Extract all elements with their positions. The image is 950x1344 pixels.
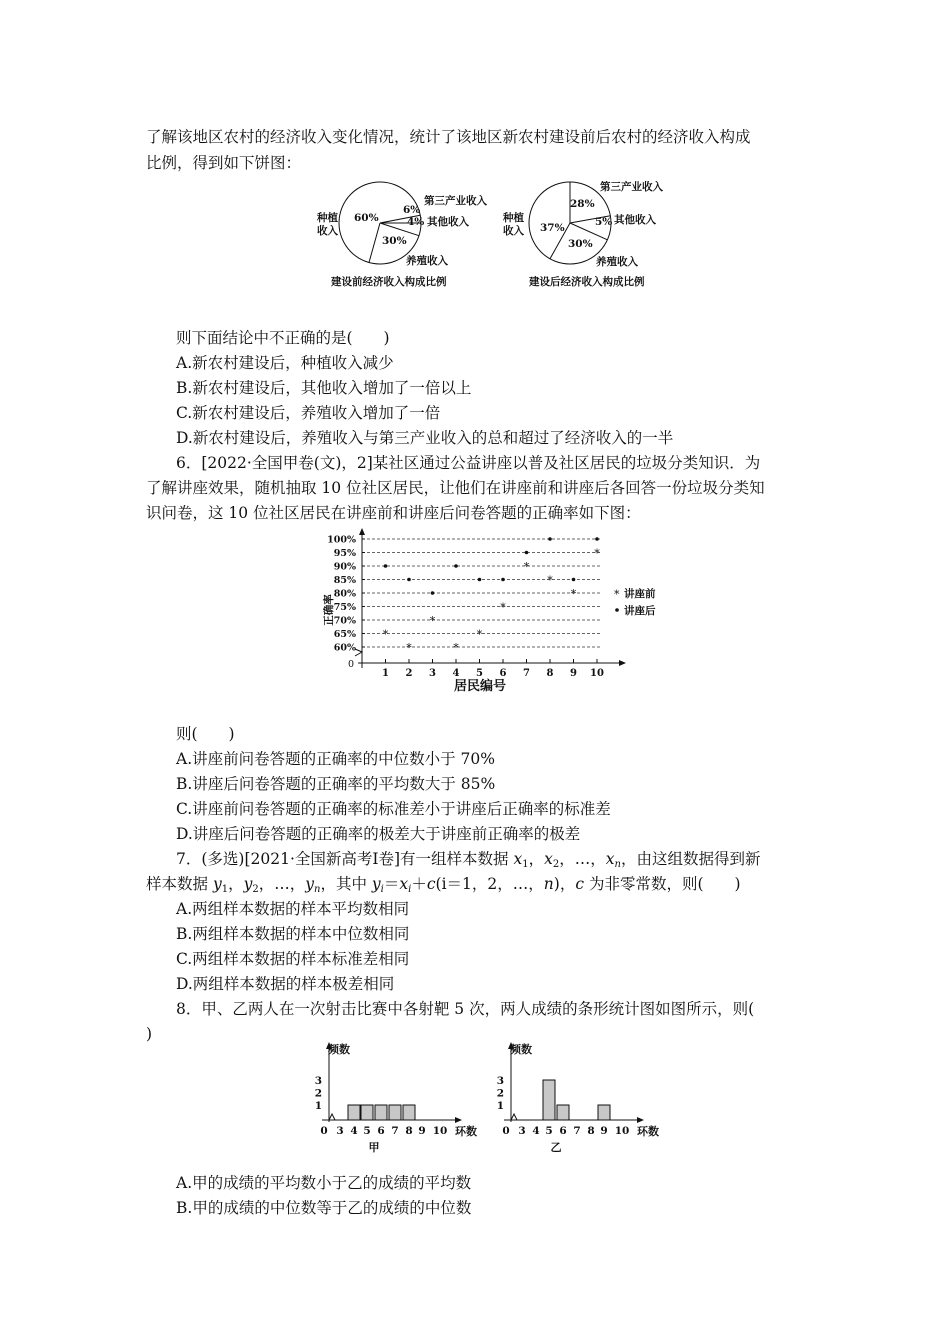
pie-after-label-breeding: 养殖收入	[596, 256, 638, 268]
bar-x-tick-label: 0	[320, 1125, 328, 1137]
scatter-legend-before: 讲座前	[624, 588, 656, 600]
scatter-x-tick-label: 6	[499, 668, 507, 679]
scatter-x-label: 居民编号	[453, 679, 507, 694]
bar	[375, 1105, 387, 1120]
scatter-y-tick-label: 100%	[327, 534, 356, 546]
bar-x-tick-label: 10	[614, 1125, 630, 1137]
bar-y-tick-label: 3	[496, 1075, 504, 1087]
scatter-y-tick-label: 0	[347, 659, 354, 670]
bar-x-tick-label: 9	[600, 1125, 608, 1137]
bar-x-tick-label: 4	[532, 1125, 540, 1137]
scatter-point-after	[572, 578, 576, 582]
q7-option-d: D.两组样本数据的样本极差相同	[176, 975, 395, 993]
bar-x-label: 环数	[455, 1125, 477, 1138]
bar-y-tick-label: 1	[496, 1100, 504, 1112]
pie-after-value-other: 5%	[595, 216, 613, 228]
q5-option-a: A.新农村建设后，种植收入减少	[176, 354, 394, 372]
scatter-point-before: *	[523, 560, 530, 574]
q5-option-b: B.新农村建设后，其他收入增加了一倍以上	[176, 379, 472, 397]
scatter-chart	[310, 528, 690, 698]
scatter-legend-marker-before: *	[614, 588, 620, 601]
scatter-y-tick-label: 95%	[333, 548, 356, 559]
bar	[361, 1105, 373, 1120]
pie-before-value-breeding: 30%	[382, 235, 407, 247]
scatter-point-before: *	[406, 641, 412, 655]
pie-before-value-planting: 60%	[354, 212, 379, 224]
scatter-legend-marker-after	[615, 608, 619, 612]
bar-axis-break	[329, 1114, 335, 1120]
bar-y-tick-label: 3	[314, 1075, 322, 1087]
bar-x-tick-label: 9	[418, 1125, 426, 1137]
bar-y-tick-label: 1	[314, 1100, 322, 1112]
q7-option-a: A.两组样本数据的样本平均数相同	[176, 900, 410, 918]
scatter-point-after	[407, 578, 411, 582]
scatter-point-before: *	[547, 574, 553, 587]
pie-before-label-breeding: 养殖收入	[406, 255, 448, 267]
pie-after-label-planting: 收入	[503, 225, 524, 237]
pie-before-slice-line	[369, 223, 380, 263]
q8-line-1: 8．甲、乙两人在一次射击比赛中各射靶 5 次，两人成绩的条形统计图如图所示，则(	[176, 1000, 755, 1018]
scatter-point-after	[454, 564, 458, 568]
bar-axis-break	[511, 1114, 517, 1120]
pie-before	[316, 182, 487, 288]
scatter-point-before: *	[429, 614, 436, 628]
scatter-x-tick-label: 8	[546, 668, 554, 679]
scatter-x-tick-label: 3	[429, 668, 436, 679]
bar-x-tick-label: 3	[336, 1125, 344, 1137]
scatter-axis-break	[355, 649, 362, 656]
bar-x-tick-label: 4	[350, 1125, 358, 1137]
bar-x-tick-label: 3	[518, 1125, 526, 1137]
bar-x-tick-label: 8	[587, 1125, 595, 1137]
pie-before-label-planting: 种植	[317, 212, 338, 224]
scatter-point-before: *	[382, 628, 389, 641]
bar-x-tick-label: 7	[573, 1125, 581, 1137]
scatter-y-tick-label: 75%	[333, 602, 356, 613]
q5-option-c: C.新农村建设后，养殖收入增加了一倍	[176, 404, 441, 422]
scatter-x-tick-label: 9	[570, 668, 577, 679]
scatter-x-arrow	[619, 660, 626, 666]
scatter-x-tick-label: 4	[452, 668, 460, 679]
pie-before-title: 建设前经济收入构成比例	[331, 276, 447, 288]
q7-option-c: C.两组样本数据的样本标准差相同	[176, 950, 410, 968]
bar	[348, 1105, 360, 1120]
q6-option-b: B.讲座后问卷答题的正确率的平均数大于 85%	[176, 775, 496, 793]
pie-before-label-planting: 收入	[317, 225, 338, 237]
scatter-y-tick-label: 65%	[333, 629, 356, 640]
bar-y-tick-label: 2	[496, 1087, 504, 1100]
pie-before-value-tertiary: 6%	[403, 204, 421, 216]
bar-y-label: 频数	[510, 1043, 532, 1056]
scatter-point-after	[548, 537, 552, 541]
scatter-x-tick-label: 1	[382, 668, 389, 679]
q6-stem: 则( )	[176, 725, 235, 743]
scatter-legend-after: 讲座后	[624, 605, 656, 617]
scatter-x-tick-label: 5	[476, 668, 483, 679]
pie-after-label-planting: 种植	[503, 212, 524, 224]
scatter-y-tick-label: 60%	[333, 642, 356, 654]
scatter-point-after	[431, 591, 435, 595]
q5-option-d: D.新农村建设后，养殖收入与第三产业收入的总和超过了经济收入的一半	[176, 429, 674, 447]
scatter-point-after	[595, 537, 599, 541]
q6-option-a: A.讲座前问卷答题的正确率的中位数小于 70%	[176, 750, 496, 768]
scatter-point-after	[384, 564, 388, 568]
bar	[403, 1105, 415, 1120]
scatter-point-after	[525, 551, 529, 555]
bar-x-tick-label: 10	[432, 1125, 448, 1137]
scatter-point-before: *	[594, 547, 600, 560]
q6-line-3: 识问卷，这 10 位社区居民在讲座前和讲座后问卷答题的正确率如下图：	[146, 504, 641, 522]
q5-stem: 则下面结论中不正确的是( )	[176, 329, 390, 347]
bar-x-tick-label: 5	[363, 1125, 371, 1137]
q6-option-d: D.讲座后问卷答题的正确率的极差大于讲座前正确率的极差	[176, 825, 581, 843]
bar-y-label: 频数	[328, 1043, 350, 1056]
bar-x-arrow	[455, 1117, 462, 1123]
bar	[557, 1105, 569, 1120]
scatter-point-before: *	[500, 601, 506, 614]
pie-after	[502, 180, 663, 288]
pie-charts	[300, 175, 720, 300]
scatter-point-before: *	[476, 628, 483, 641]
bar	[598, 1105, 610, 1120]
pie-before-value-other: 4%	[407, 216, 425, 228]
bar-chart-title: 乙	[550, 1141, 562, 1154]
scatter-y-tick-label: 90%	[333, 561, 356, 573]
bar-x-label: 环数	[637, 1125, 659, 1138]
q7-line-2: 样本数据 $y_1$，$y_2$，…，$y_n$，其中 $y_i=x_i+c(i=1$，2，…，n)，c 为非零常数，则( )	[146, 875, 741, 895]
intro-line-2: 比例，得到如下饼图：	[146, 154, 302, 172]
bar-chart-title: 甲	[368, 1141, 380, 1154]
bar	[389, 1105, 401, 1120]
pie-after-title: 建设后经济收入构成比例	[529, 276, 645, 288]
pie-after-label-tertiary: 第三产业收入	[600, 181, 663, 193]
bar-x-arrow	[637, 1117, 644, 1123]
q6-line-2: 了解讲座效果，随机抽取 10 位社区居民，让他们在讲座前和讲座后各回答一份垃圾分类知	[146, 479, 765, 497]
pie-after-value-breeding: 30%	[568, 238, 593, 250]
q7-line-1: 7．(多选)[2021·全国新高考Ⅰ卷]有一组样本数据 $x_1$，$x_2$，…，$x_n$，由这组数据得到新	[176, 850, 761, 870]
q6-line-1: 6．[2022·全国甲卷(文)，2]某社区通过公益讲座以普及社区居民的垃圾分类知识．为	[176, 454, 761, 472]
scatter-x-tick-label: 7	[523, 668, 530, 679]
scatter-y-label: 正确率	[323, 594, 335, 626]
q6-option-c: C.讲座前问卷答题的正确率的标准差小于讲座后正确率的标准差	[176, 800, 611, 818]
bar-charts	[300, 1040, 680, 1155]
intro-line-1: 了解该地区农村的经济收入变化情况，统计了该地区新农村建设前后农村的经济收入构成	[146, 128, 751, 146]
q8-option-b: B.甲的成绩的中位数等于乙的成绩的中位数	[176, 1199, 472, 1217]
bar-x-tick-label: 0	[502, 1125, 510, 1137]
scatter-point-after	[501, 578, 505, 582]
pie-after-value-planting: 37%	[540, 222, 565, 234]
scatter-y-arrow	[359, 528, 365, 535]
bar-x-tick-label: 7	[391, 1125, 399, 1137]
scatter-point-before: *	[453, 641, 459, 655]
bar-x-tick-label: 8	[405, 1125, 413, 1137]
scatter-x-tick-label: 2	[405, 668, 413, 679]
q8-line-2: )	[146, 1025, 153, 1043]
bar-y-tick-label: 2	[314, 1087, 322, 1100]
scatter-x-tick-label: 10	[590, 668, 604, 679]
pie-before-label-tertiary: 第三产业收入	[424, 195, 487, 207]
q8-option-a: A.甲的成绩的平均数小于乙的成绩的平均数	[176, 1174, 472, 1192]
scatter-y-tick-label: 85%	[333, 575, 356, 586]
scatter-y-tick-label: 70%	[333, 615, 356, 627]
scatter-point-before: *	[570, 587, 577, 601]
pie-after-value-tertiary: 28%	[570, 198, 595, 210]
scatter-y-tick-label: 80%	[333, 588, 356, 600]
bar-x-tick-label: 5	[545, 1125, 553, 1137]
pie-before-label-other: 其他收入	[427, 216, 469, 228]
bar-x-tick-label: 6	[559, 1125, 567, 1137]
pie-after-label-other: 其他收入	[614, 214, 656, 226]
bar	[543, 1080, 555, 1120]
q7-option-b: B.两组样本数据的样本中位数相同	[176, 925, 410, 943]
bar-x-tick-label: 6	[377, 1125, 385, 1137]
scatter-point-after	[478, 578, 482, 582]
